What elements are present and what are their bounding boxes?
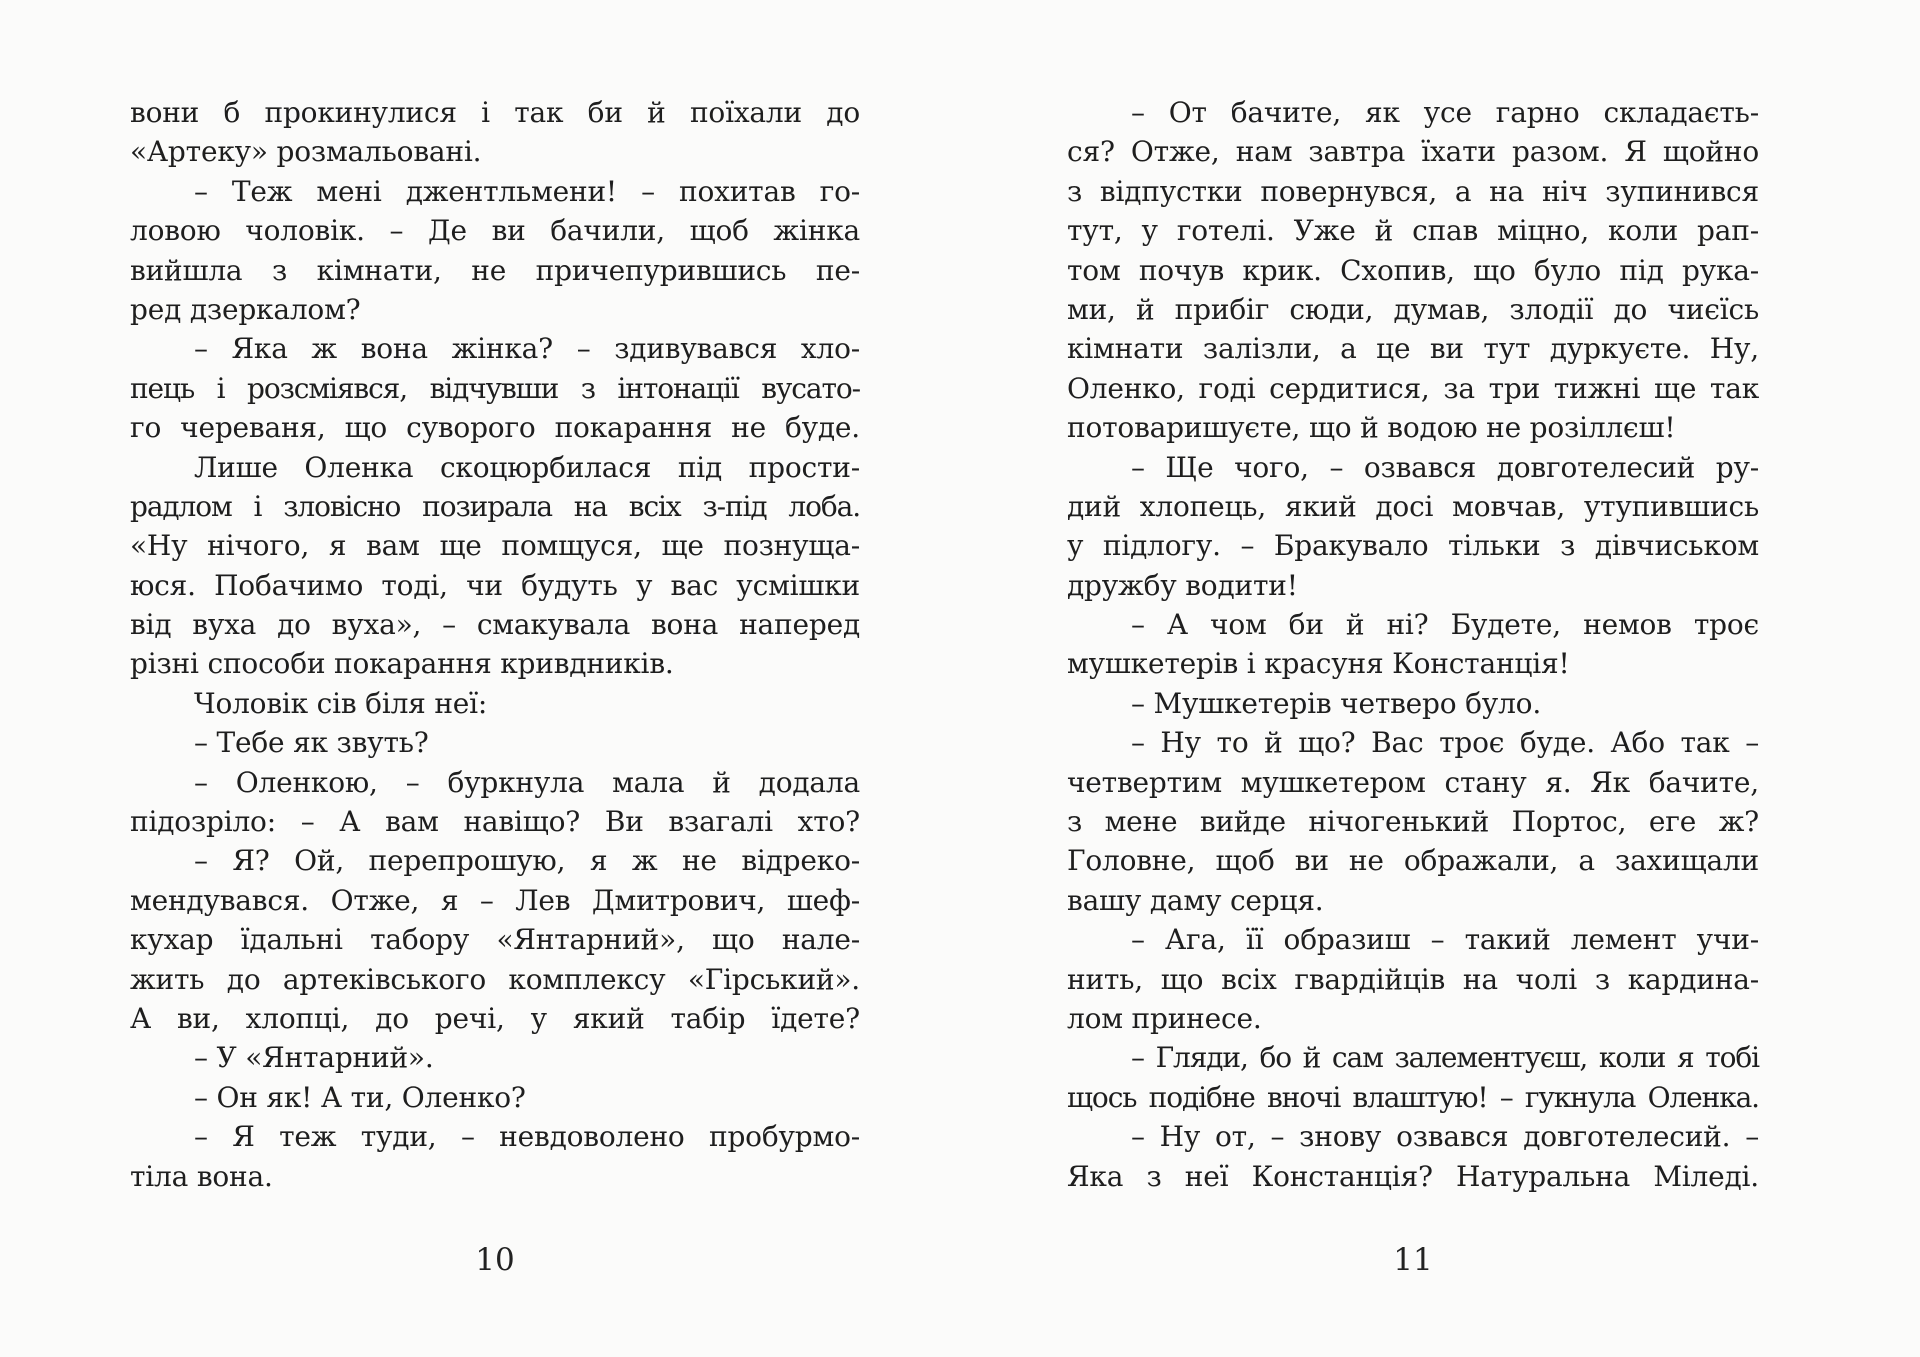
text-line: у підлогу. – Бракувало тільки з дівчиськом [1067, 529, 1759, 563]
text-line: четвертим мушкетером стану я. Як бачите, [1067, 765, 1759, 799]
text-line: – Ага, її образиш – такий лемент учи- [1131, 923, 1759, 957]
text-line: мендувався. Отже, я – Лев Дмитрович, шеф- [130, 883, 860, 917]
text-line: Лише Оленка скоцюрбилася під прости- [194, 450, 860, 484]
text-line: – У «Янтарний». [194, 1041, 434, 1075]
text-line: «Ну нічого, я вам ще помщуся, ще познуща- [130, 529, 860, 563]
text-line: лом принесе. [1067, 1001, 1262, 1035]
page-left-text-column [130, 93, 860, 1196]
text-line: – Я? Ой, перепрошую, я ж не відреко- [194, 844, 860, 878]
text-line: «Артеку» розмальовані. [130, 135, 482, 169]
text-line: – Оленкою, – буркнула мала й додала [194, 765, 860, 799]
text-line: нить, що всіх гвардійців на чолі з кардина- [1067, 962, 1759, 996]
text-line: ся? Отже, нам завтра їхати разом. Я щойно [1067, 135, 1759, 169]
page-right-number: 11 [1393, 1242, 1433, 1278]
text-line: – Ще чого, – озвався довготелесий ру- [1131, 450, 1759, 484]
text-line: Чоловік сів біля неї: [194, 686, 488, 720]
text-line: го череваня, що суворого покарання не буде. [130, 411, 860, 445]
text-line: дий хлопець, який досі мовчав, утупившись [1067, 489, 1759, 523]
text-line: підозріло: – А вам навіщо? Ви взагалі хто? [130, 805, 860, 839]
text-line: пець і розсміявся, відчувши з інтонації вусато- [130, 371, 860, 405]
text-line: вийшла з кімнати, не причепурившись пе- [130, 253, 860, 287]
text-line: потоваришуєте, що й водою не розіллєш! [1067, 411, 1676, 445]
text-line: Яка з неї Констанція? Натуральна Міледі. [1067, 1159, 1759, 1193]
text-line: А ви, хлопці, до речі, у який табір їдете? [130, 1001, 860, 1035]
text-line: ред дзеркалом? [130, 292, 361, 326]
text-line: – Ну от, – знову озвався довготелесий. – [1131, 1120, 1759, 1154]
text-line: вони б прокинулися і так би й поїхали до [130, 96, 860, 129]
text-line: Головне, щоб ви не ображали, а захищали [1067, 844, 1759, 878]
text-line: з відпустки повернувся, а на ніч зупинився [1067, 174, 1759, 208]
text-line: з мене вийде нічогенький Портос, еге ж? [1067, 805, 1759, 839]
text-line: вашу даму серця. [1067, 883, 1324, 917]
text-line: жить до артеківського комплексу «Гірський». [130, 962, 860, 996]
text-line: – Тебе як звуть? [194, 726, 429, 760]
text-line: – Он як! А ти, Оленко? [194, 1080, 526, 1114]
text-line: ми, й прибіг сюди, думав, злодії до чиєїсь [1067, 292, 1759, 326]
text-line: від вуха до вуха», – смакувала вона наперед [130, 608, 860, 642]
text-line: різні способи покарання кривдників. [130, 647, 674, 681]
text-line: ловою чоловік. – Де ви бачили, щоб жінка [130, 214, 860, 248]
text-line: – От бачите, як усе гарно складаєть- [1131, 96, 1759, 129]
text-line: – Яка ж вона жінка? – здивувався хло- [194, 332, 860, 366]
text-line: кухар їдальні табору «Янтарний», що нале- [130, 923, 860, 957]
text-line: Оленко, годі сердитися, за три тижні ще так [1067, 371, 1759, 405]
page-left-number: 10 [475, 1242, 515, 1278]
text-line: – Ну то й що? Вас троє буде. Або так – [1131, 726, 1759, 760]
text-line: тут, у готелі. Уже й спав міцно, коли рап- [1067, 214, 1759, 248]
page-right-text-column [1067, 93, 1759, 1196]
text-line: тіла вона. [130, 1159, 273, 1193]
text-line: юся. Побачимо тоді, чи будуть у вас усмішки [130, 568, 860, 602]
text-line: – Теж мені джентльмени! – похитав го- [194, 174, 860, 208]
text-line: – Гляди, бо й сам залементуєш, коли я тобі [1131, 1041, 1759, 1075]
text-line: – Я теж туди, – невдоволено пробурмо- [194, 1120, 860, 1154]
text-line: радлом і зловісно позирала на всіх з-під лоба. [130, 489, 860, 523]
text-line: мушкетерів і красуня Констанція! [1067, 647, 1570, 681]
text-line: щось подібне вночі влаштую! – гукнула Оленка. [1067, 1080, 1759, 1114]
text-line: – А чом би й ні? Будете, немов троє [1131, 608, 1759, 642]
text-line: дружбу водити! [1067, 568, 1298, 602]
text-line: том почув крик. Схопив, що було під рука- [1067, 253, 1759, 287]
text-line: кімнати залізли, а це ви тут дуркуєте. Ну, [1067, 332, 1759, 366]
text-line: – Мушкетерів четверо було. [1131, 686, 1542, 720]
